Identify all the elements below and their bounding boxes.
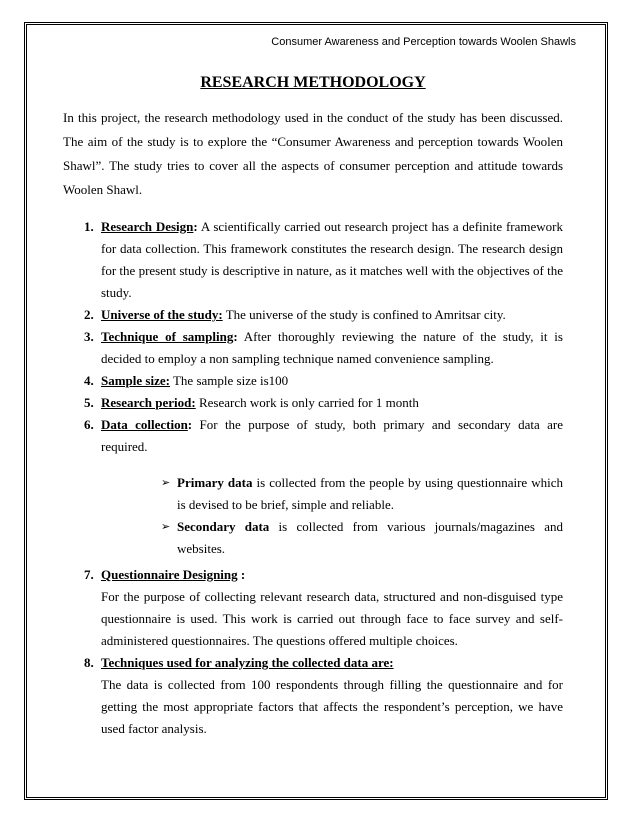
- document-body: [63, 74, 563, 740]
- data-type-list: [101, 472, 563, 560]
- page-title: RESEARCH METHODOLOGY: [200, 74, 426, 91]
- item-label: Data collection: [101, 417, 188, 432]
- arrow-bullet-icon: ➢: [161, 477, 171, 489]
- item-label: Sample size:: [101, 373, 170, 388]
- item-label: Questionnaire Designing: [101, 567, 238, 582]
- bullet-name: Secondary data: [177, 519, 270, 534]
- item-text: For the purpose of collecting relevant research data, structured and non-disguised type questionnaire is used. This work is carried out through face to face survey and self-administered questionnaires. The questions offered multiple choices.: [101, 589, 563, 648]
- item-text: The data is collected from 100 respondents through filling the questionnaire and for getting the most appropriate factors that affects the respondent’s perception, we have used factor analysis.: [101, 677, 563, 736]
- bullet-secondary-data: [161, 516, 563, 560]
- item-label: Research Design: [101, 219, 194, 234]
- list-item-sampling: [97, 326, 563, 370]
- item-label: Techniques used for analyzing the collected data are:: [101, 655, 394, 670]
- running-header: Consumer Awareness and Perception towards Woolen Shawls: [271, 36, 576, 48]
- arrow-bullet-icon: ➢: [161, 521, 171, 533]
- bullet-primary-data: [161, 472, 563, 516]
- list-item-universe: [97, 304, 563, 326]
- item-label: Universe of the study:: [101, 307, 223, 322]
- list-item-analysis-techniques: [97, 652, 563, 740]
- item-text: A scientifically carried out research project has a definite framework for data collection. This framework constitutes the research design. The research design for the present study is descriptive in nature, as it matches well with the objectives of the study.: [101, 219, 563, 300]
- item-text: The sample size is100: [169, 373, 289, 388]
- item-text: The universe of the study is confined to Amritsar city.: [222, 307, 506, 322]
- list-item-sample-size: [97, 370, 563, 392]
- list-item-research-design: [97, 216, 563, 304]
- item-sep: :: [233, 329, 238, 344]
- item-text: Research work is only carried for 1 month: [195, 395, 419, 410]
- item-sep: :: [187, 417, 193, 432]
- item-sep: :: [237, 567, 246, 582]
- list-item-research-period: [97, 392, 563, 414]
- bullet-name: Primary data: [177, 475, 253, 490]
- bullet-text: is collected from various journals/magazines and websites.: [177, 519, 563, 556]
- item-label: Research period:: [101, 395, 196, 410]
- item-label: Technique of sampling: [101, 329, 234, 344]
- item-text: For the purpose of study, both primary and secondary data are required.: [101, 417, 563, 454]
- bullet-text: is collected from the people by using questionnaire which is devised to be brief, simple and reliable.: [177, 475, 563, 512]
- list-item-data-collection: [97, 414, 563, 560]
- item-text: After thoroughly reviewing the nature of the study, it is decided to employ a non sampling technique named convenience sampling.: [101, 329, 563, 366]
- intro-paragraph: In this project, the research methodology used in the conduct of the study has been discussed. The aim of the study is to explore the “Consumer Awareness and perception towards Woolen Shawl”. The study tries to cover all the aspects of consumer perception and attitude towards Woolen Shawl.: [63, 110, 563, 197]
- list-item-questionnaire: [97, 564, 563, 652]
- methodology-list: [63, 216, 563, 740]
- item-sep: :: [193, 219, 198, 234]
